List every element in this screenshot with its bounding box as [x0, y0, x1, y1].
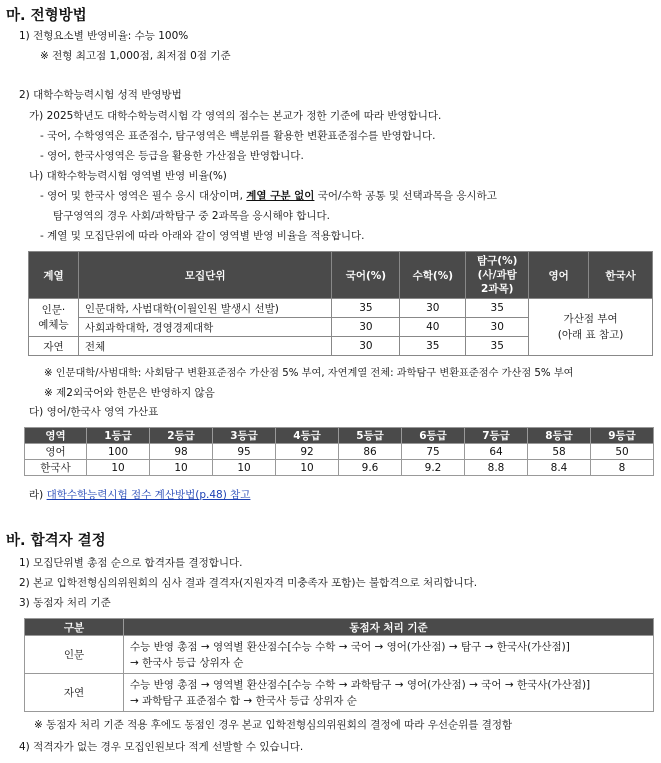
cell-unit: 인문대학, 사범대학(이월인원 발생시 선발) — [78, 299, 332, 318]
cell-grade-value: 86 — [339, 444, 402, 460]
emphasis-no-division: 계열 구분 없이 — [246, 190, 315, 202]
th-history: 한국사 — [589, 252, 653, 299]
th-grade: 1등급 — [87, 428, 150, 444]
item-csat-method: 2) 대학수학능력시험 성적 반영방법 — [19, 89, 182, 101]
cell-division: 자연 — [25, 674, 124, 712]
cell-inquiry: 35 — [466, 299, 529, 318]
sub-na: 나) 대학수학능력시험 영역별 반영 비율(%) — [29, 170, 227, 182]
ratio-table — [28, 251, 653, 356]
item-ratio: 1) 전형요소별 반영비율: 수능 100% — [19, 30, 189, 42]
cell-rule: 수능 반영 총점 → 영역별 환산점수[수능 수학 → 국어 → 영어(가산점) → 탐구 → 한국사(가산점)] → 한국사 등급 상위자 순 — [124, 636, 654, 674]
cell-grade-value: 10 — [276, 460, 339, 476]
th-grade: 8등급 — [528, 428, 591, 444]
section-title-method: 마. 전형방법 — [6, 8, 87, 24]
cell-grade-value: 75 — [402, 444, 465, 460]
cell-unit: 사회과학대학, 경영경제대학 — [78, 318, 332, 337]
th-inquiry: 탐구(%) (사/과탐 2과목) — [466, 252, 529, 299]
note-tie: ※ 동점자 처리 기준 적용 후에도 동점인 경우 본교 입학전형심의위원회의 결정에 따라 우선순위를 결정함 — [34, 719, 513, 731]
cell-korean: 30 — [332, 318, 400, 337]
table-row — [25, 674, 654, 712]
score-calc-link[interactable]: 대학수학능력시험 점수 계산방법(p.48) 참고 — [46, 489, 251, 501]
th-grade: 7등급 — [465, 428, 528, 444]
cell-math: 30 — [400, 299, 466, 318]
table-row — [29, 299, 653, 318]
cell-area: 한국사 — [25, 460, 87, 476]
cell-area: 영어 — [25, 444, 87, 460]
table-row — [25, 636, 654, 674]
sub-na-1: - 영어 및 한국사 영역은 필수 응시 대상이며, 계열 구분 없이 국어/수학 공통 및 선택과목을 응시하고 — [40, 190, 497, 202]
cell-division: 인문 — [25, 636, 124, 674]
cell-korean: 30 — [332, 337, 400, 356]
th-math: 수학(%) — [400, 252, 466, 299]
th-division: 구분 — [25, 619, 124, 636]
bonus-table — [24, 427, 654, 476]
tie-break-table — [24, 618, 654, 712]
cell-grade-value: 50 — [591, 444, 654, 460]
sub-na-1-cont: 탐구영역의 경우 사회/과학탐구 중 2과목을 응시해야 합니다. — [53, 210, 331, 222]
th-english: 영어 — [529, 252, 589, 299]
sub-ga-2: - 영어, 한국사영역은 등급을 활용한 가산점을 반영합니다. — [40, 150, 304, 162]
decision-item-4: 4) 적격자가 없는 경우 모집인원보다 적게 선발할 수 있습니다. — [19, 741, 304, 753]
sub-ga: 가) 2025학년도 대학수학능력시험 각 영역의 점수는 본교가 정한 기준에 따라 반영합니다. — [29, 110, 442, 122]
cell-grade-value: 8.4 — [528, 460, 591, 476]
sub-na-2: - 계열 및 모집단위에 따라 아래와 같이 영역별 반영 비율을 적용합니다. — [40, 230, 365, 242]
cell-grade-value: 92 — [276, 444, 339, 460]
cell-grade-value: 8 — [591, 460, 654, 476]
section-title-decision: 바. 합격자 결정 — [6, 533, 106, 549]
cell-inquiry: 35 — [466, 337, 529, 356]
th-unit: 모집단위 — [78, 252, 332, 299]
table-row — [25, 460, 654, 476]
cell-grade-value: 64 — [465, 444, 528, 460]
note-exclusion: ※ 제2외국어와 한문은 반영하지 않음 — [44, 387, 215, 399]
sub-ra: 라) 대학수학능력시험 점수 계산방법(p.48) 참고 — [29, 489, 251, 501]
cell-unit: 전체 — [78, 337, 332, 356]
cell-grade-value: 98 — [150, 444, 213, 460]
th-area: 영역 — [25, 428, 87, 444]
cell-korean: 35 — [332, 299, 400, 318]
table-row — [25, 444, 654, 460]
th-grade: 9등급 — [591, 428, 654, 444]
cell-grade-value: 10 — [150, 460, 213, 476]
th-series: 계열 — [29, 252, 79, 299]
cell-grade-value: 95 — [213, 444, 276, 460]
th-grade: 4등급 — [276, 428, 339, 444]
cell-grade-value: 8.8 — [465, 460, 528, 476]
cell-math: 35 — [400, 337, 466, 356]
th-grade: 3등급 — [213, 428, 276, 444]
th-korean: 국어(%) — [332, 252, 400, 299]
cell-inquiry: 30 — [466, 318, 529, 337]
cell-math: 40 — [400, 318, 466, 337]
note-score-range: ※ 전형 최고점 1,000점, 최저점 0점 기준 — [40, 50, 231, 62]
cell-grade-value: 9.6 — [339, 460, 402, 476]
cell-grade-value: 10 — [213, 460, 276, 476]
decision-item-1: 1) 모집단위별 총점 순으로 합격자를 결정합니다. — [19, 557, 243, 569]
series-natural: 자연 — [29, 337, 79, 356]
th-grade: 2등급 — [150, 428, 213, 444]
cell-grade-value: 100 — [87, 444, 150, 460]
cell-bonus: 가산점 부여 (아래 표 참고) — [529, 299, 653, 356]
cell-grade-value: 10 — [87, 460, 150, 476]
cell-grade-value: 58 — [528, 444, 591, 460]
cell-rule: 수능 반영 총점 → 영역별 환산점수[수능 수학 → 과학탐구 → 영어(가산점) → 국어 → 한국사(가산점)] → 과학탐구 표준점수 합 → 한국사 등급 상위자 순 — [124, 674, 654, 712]
note-bonus-inquiry: ※ 인문대학/사범대학: 사회탐구 변환표준점수 가산점 5% 부여, 자연계열 전체: 과학탐구 변환표준점수 가산점 5% 부여 — [44, 368, 574, 379]
th-tie-rule: 동점자 처리 기준 — [124, 619, 654, 636]
decision-item-3: 3) 동점자 처리 기준 — [19, 597, 111, 609]
decision-item-2: 2) 본교 입학전형심의위원회의 심사 결과 결격자(지원자격 미충족자 포함)는 불합격으로 처리합니다. — [19, 577, 478, 589]
cell-grade-value: 9.2 — [402, 460, 465, 476]
th-grade: 6등급 — [402, 428, 465, 444]
th-grade: 5등급 — [339, 428, 402, 444]
sub-ga-1: - 국어, 수학영역은 표준점수, 탐구영역은 백분위를 활용한 변환표준점수를 반영합니다. — [40, 130, 436, 142]
sub-da: 다) 영어/한국사 영역 가산표 — [29, 406, 159, 418]
series-humanities: 인문· 예체능 — [29, 299, 79, 337]
